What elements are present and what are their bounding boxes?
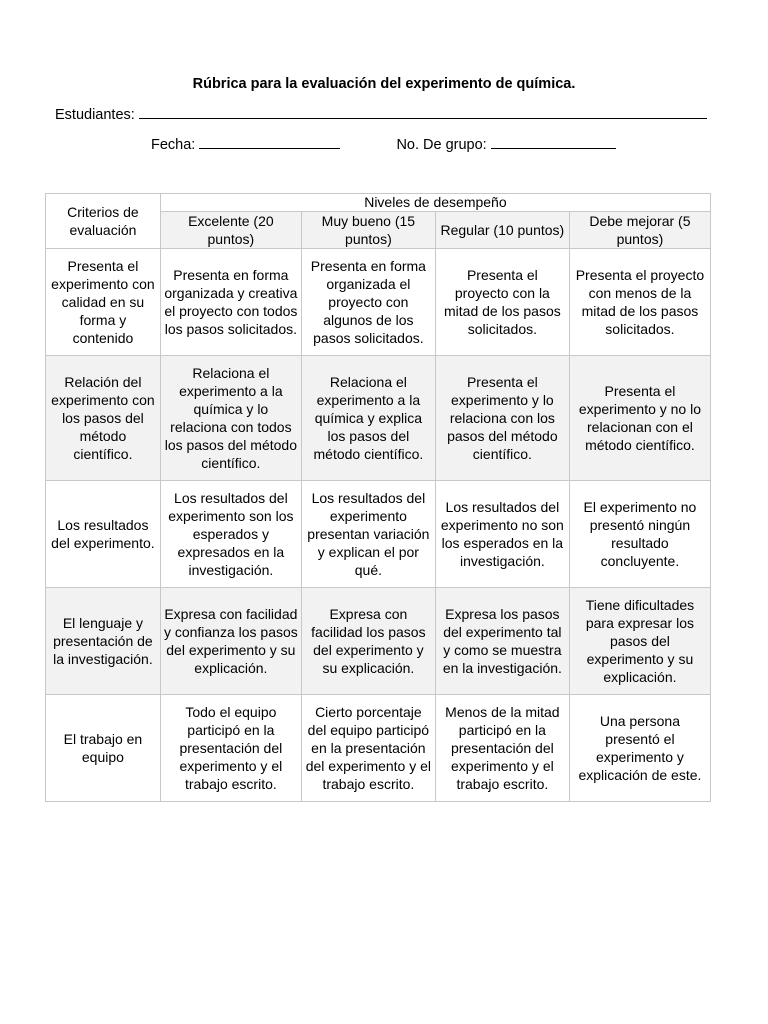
- level-regular: Regular (10 puntos): [435, 212, 569, 249]
- document-title: Rúbrica para la evaluación del experimento de química.: [192, 76, 576, 92]
- table-row: [46, 695, 711, 802]
- students-blank: [139, 105, 707, 119]
- table-cell: Relaciona el experimento a la química y lo relaciona con todos los pasos del método científico.: [160, 356, 301, 481]
- table-cell: Presenta el proyecto con la mitad de los pasos solicitados.: [435, 249, 569, 356]
- table-cell: Relaciona el experimento a la química y explica los pasos del método científico.: [301, 356, 435, 481]
- table-header-row: [46, 194, 711, 212]
- group-label: No. De grupo:: [396, 137, 487, 153]
- table-cell: Los resultados del experimento no son los esperados en la investigación.: [435, 481, 569, 588]
- table-cell: Expresa los pasos del experimento tal y como se muestra en la investigación.: [435, 588, 569, 695]
- level-muy-bueno: Muy bueno (15 puntos): [301, 212, 435, 249]
- table-row: [46, 249, 711, 356]
- level-excelente: Excelente (20 puntos): [160, 212, 301, 249]
- meta-row: [151, 135, 616, 153]
- levels-header: Niveles de desempeño: [160, 194, 710, 212]
- students-label: Estudiantes:: [55, 107, 135, 123]
- criterion-cell: El trabajo en equipo: [46, 695, 161, 802]
- table-cell: Expresa con facilidad y confianza los pasos del experimento y su explicación.: [160, 588, 301, 695]
- criterion-cell: Los resultados del experimento.: [46, 481, 161, 588]
- table-row: [46, 588, 711, 695]
- group-blank: [491, 135, 616, 149]
- table-row: [46, 481, 711, 588]
- table-cell: Presenta el experimento y no lo relacionan con el método científico.: [569, 356, 710, 481]
- students-line: [55, 105, 707, 123]
- table-cell: Todo el equipo participó en la presentación del experimento y el trabajo escrito.: [160, 695, 301, 802]
- table-cell: El experimento no presentó ningún resultado concluyente.: [569, 481, 710, 588]
- table-cell: Los resultados del experimento son los esperados y expresados en la investigación.: [160, 481, 301, 588]
- level-debe-mejorar: Debe mejorar (5 puntos): [569, 212, 710, 249]
- table-cell: Presenta en forma organizada y creativa el proyecto con todos los pasos solicitados.: [160, 249, 301, 356]
- table-cell: Presenta el experimento y lo relaciona con los pasos del método científico.: [435, 356, 569, 481]
- date-label: Fecha:: [151, 137, 196, 153]
- criterion-cell: El lenguaje y presentación de la investigación.: [46, 588, 161, 695]
- criterion-cell: Presenta el experimento con calidad en su forma y contenido: [46, 249, 161, 356]
- table-cell: Expresa con facilidad los pasos del experimento y su explicación.: [301, 588, 435, 695]
- criteria-header: Criterios de evaluación: [46, 194, 161, 249]
- rubric-table: [45, 193, 711, 802]
- table-cell: Los resultados del experimento presentan variación y explican el por qué.: [301, 481, 435, 588]
- table-cell: Una persona presentó el experimento y explicación de este.: [569, 695, 710, 802]
- table-cell: Presenta el proyecto con menos de la mitad de los pasos solicitados.: [569, 249, 710, 356]
- table-cell: Presenta en forma organizada el proyecto con algunos de los pasos solicitados.: [301, 249, 435, 356]
- table-cell: Tiene dificultades para expresar los pasos del experimento y su explicación.: [569, 588, 710, 695]
- table-cell: Menos de la mitad participó en la presentación del experimento y el trabajo escrito.: [435, 695, 569, 802]
- date-blank: [199, 135, 340, 149]
- criterion-cell: Relación del experimento con los pasos del método científico.: [46, 356, 161, 481]
- table-row: [46, 356, 711, 481]
- table-cell: Cierto porcentaje del equipo participó en la presentación del experimento y el trabajo escrito.: [301, 695, 435, 802]
